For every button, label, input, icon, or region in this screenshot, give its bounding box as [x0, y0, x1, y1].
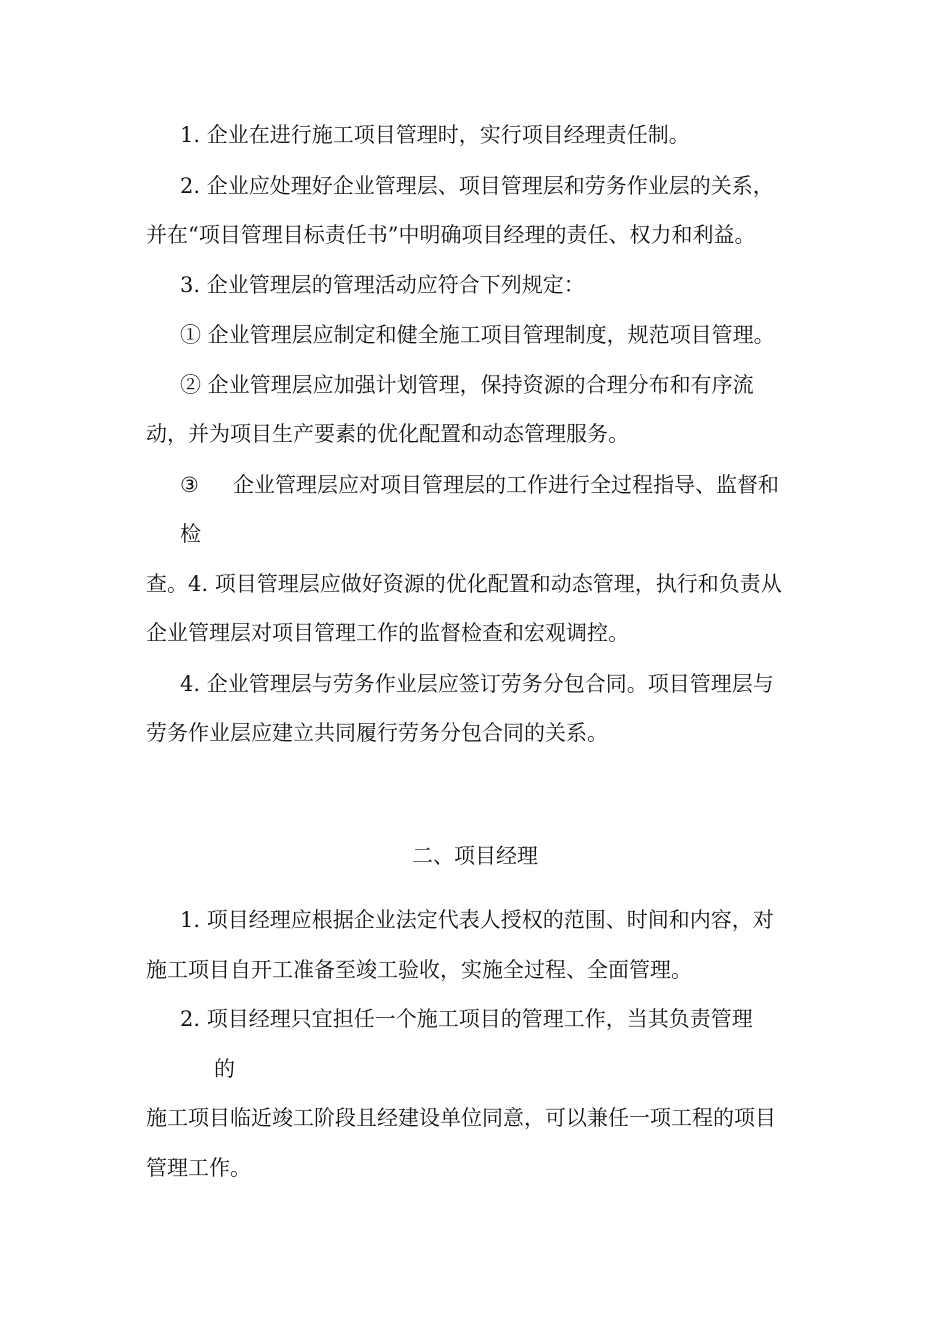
sub-item-2-line-2: 动，并为项目生产要素的优化配置和动态管理服务。	[146, 422, 629, 446]
section2-item-2-line-4: 管理工作。	[146, 1156, 251, 1180]
paragraph-item-2-line-2: 并在“项目管理目标责任书”中明确项目经理的责任、权力和利益。	[146, 223, 756, 247]
paragraph-item-4a-line-2: 企业管理层对项目管理工作的监督检查和宏观调控。	[146, 621, 629, 645]
section2-item-2-line-3: 施工项目临近竣工阶段且经建设单位同意，可以兼任一项工程的项目	[146, 1106, 776, 1130]
sub-item-2-line-1: ② 企业管理层应加强计划管理，保持资源的合理分布和有序流	[180, 373, 754, 397]
section-heading: 二、项目经理	[412, 844, 538, 868]
section2-item-2-line-2: 的	[214, 1057, 235, 1081]
section2-item-1-line-1: 1. 项目经理应根据企业法定代表人授权的范围、时间和内容，对	[180, 908, 774, 932]
paragraph-item-3: 3. 企业管理层的管理活动应符合下列规定：	[180, 273, 585, 297]
section2-item-1-line-2: 施工项目自开工准备至竣工验收，实施全过程、全面管理。	[146, 958, 692, 982]
section2-item-2-line-1: 2. 项目经理只宜担任一个施工项目的管理工作，当其负责管理	[180, 1007, 753, 1031]
paragraph-item-2-line-1: 2. 企业应处理好企业管理层、项目管理层和劳务作业层的关系，	[180, 174, 774, 198]
sub-item-3-marker: ③	[180, 473, 199, 497]
sub-item-3-line-2: 检	[180, 522, 201, 546]
sub-item-3-line-1: 企业管理层应对项目管理层的工作进行全过程指导、监督和	[233, 473, 779, 497]
sub-item-1: ① 企业管理层应制定和健全施工项目管理制度，规范项目管理。	[180, 323, 775, 347]
paragraph-item-4a-line-1: 查。4. 项目管理层应做好资源的优化配置和动态管理，执行和负责从	[146, 572, 782, 596]
paragraph-item-1: 1. 企业在进行施工项目管理时，实行项目经理责任制。	[180, 123, 690, 147]
paragraph-item-4b-line-2: 劳务作业层应建立共同履行劳务分包合同的关系。	[146, 721, 608, 745]
paragraph-item-4b-line-1: 4. 企业管理层与劳务作业层应签订劳务分包合同。项目管理层与	[180, 672, 774, 696]
